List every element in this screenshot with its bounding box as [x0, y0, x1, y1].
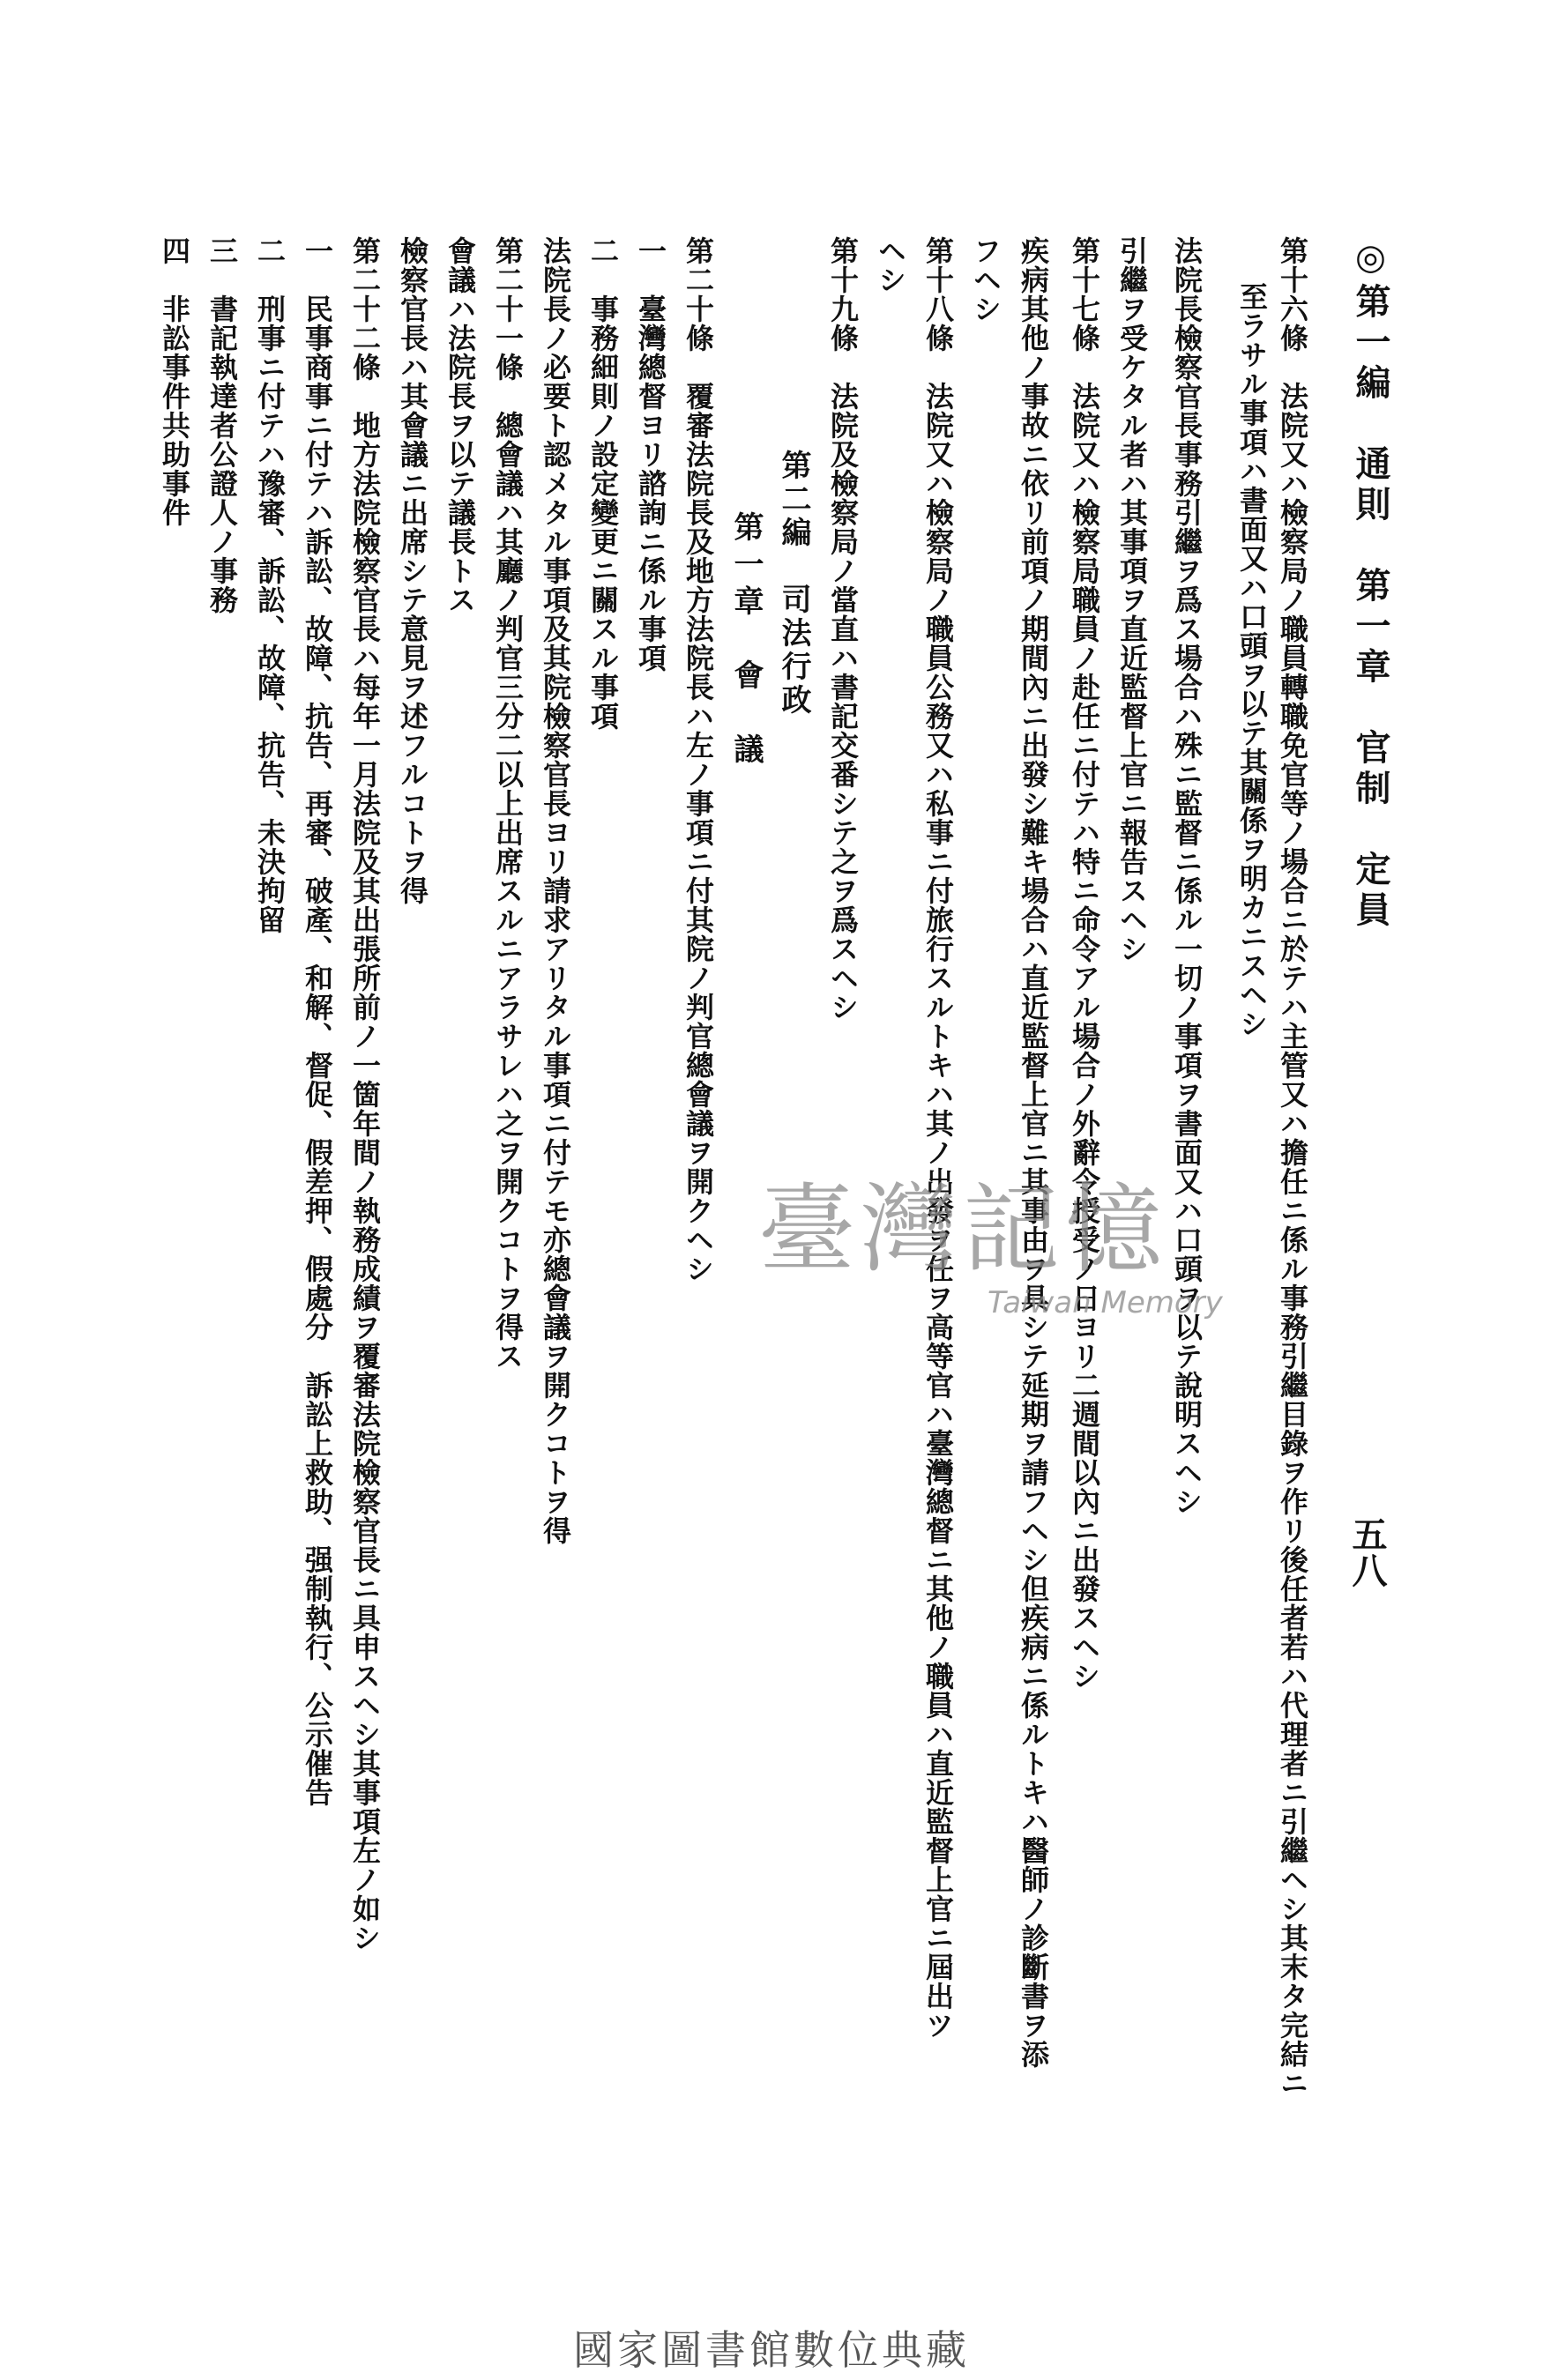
text-column: 第二十一條 總會議ハ其廳ノ判官三分二以上出席スルニアラサレハ之ヲ開クコトヲ得ス	[491, 236, 525, 1371]
text-column: 三 書記執達者公證人ノ事務	[205, 236, 239, 614]
text-column: 檢察官長ハ其會議ニ出席シテ意見ヲ述フルコトヲ得	[396, 236, 429, 905]
text-column: 法院長ノ必要ト認メタル事項及其院檢察官長ヨリ請求アリタル事項ニ付テモ亦總會議ヲ開クコトヲ得	[539, 236, 572, 1545]
text-column: 第十六條 法院又ハ檢察局ノ職員轉職免官等ノ場合ニ於テハ主管又ハ擔任ニ係ル事務引繼目錄ヲ作リ後任者若ハ代理者ニ引繼ヘシ其末タ完結ニ	[1276, 236, 1309, 2098]
text-column: 法院長檢察官長事務引繼ヲ爲ス場合ハ殊ニ監督ニ係ル一切ノ事項ヲ書面又ハ口頭ヲ以テ說明スヘシ	[1170, 236, 1204, 1516]
text-column: 二 事務細則ノ設定變更ニ關スル事項	[586, 236, 620, 731]
text-column: 一 臺灣總督ヨリ諮詢ニ係ル事項	[634, 236, 667, 673]
text-column: フヘシ	[969, 236, 1003, 324]
watermark-main-text: 臺灣記憶	[758, 1173, 1167, 1286]
section-heading: 第二編 司法行政	[776, 450, 811, 718]
text-column: ヘシ	[874, 236, 907, 294]
text-column: 一 民事商事ニ付テハ訴訟、故障、抗告、再審、破產、和解、督促、假差押、假處分 訴訟上救助、强制執行、公示催告	[301, 236, 334, 1807]
text-column: 第十八條 法院又ハ檢察局ノ職員公務又ハ私事ニ付旅行スルトキハ其ノ出發ヲ任ヲ高等官ハ臺灣總督ニ其他ノ職員ハ直近監督上官ニ屆出ツ	[921, 236, 955, 2040]
text-column: 疾病其他ノ事故ニ依リ前項ノ期間內ニ出發シ難キ場合ハ直近監督上官ニ其事由ヲ具シテ延期ヲ請フヘシ但疾病ニ係ルトキハ醫師ノ診斷書ヲ添	[1017, 236, 1050, 2069]
text-column: 第十九條 法院及檢察局ノ當直ハ書記交番シテ之ヲ爲スヘシ	[826, 236, 860, 1022]
running-header: ◎第一編 通則 第一章 官制 定員	[1350, 236, 1391, 932]
text-column: 會議ハ法院長ヲ以テ議長トス	[444, 236, 477, 614]
watermark-sub-text: Taiwan Memory	[988, 1285, 1223, 1320]
footer-credit: 國家圖書館數位典藏	[573, 2326, 970, 2374]
page-number: 五八	[1346, 1516, 1388, 1588]
text-column: 引繼ヲ受ケタル者ハ其事項ヲ直近監督上官ニ報告スヘシ	[1115, 236, 1149, 963]
text-column: 至ラサル事項ハ書面又ハ口頭ヲ以テ其關係ヲ明カニスヘシ	[1235, 282, 1269, 1038]
text-column: 第二十二條 地方法院檢察官長ハ每年一月法院及其出張所前ノ一箇年間ノ執務成績ヲ覆審法院檢察官長ニ具申スヘシ其事項左ノ如シ	[348, 236, 382, 1952]
text-column: 四 非訟事件共助事件	[158, 236, 191, 527]
text-column: 第十七條 法院又ハ檢察局職員ノ赴任ニ付テハ特ニ命令アル場合ノ外辭令授受ノ日ヨリ二週間以內ニ出發スヘシ	[1068, 236, 1101, 1691]
text-column: 第二十條 覆審法院長及地方法院長ハ左ノ事項ニ付其院ノ判官總會議ヲ開クヘシ	[682, 236, 715, 1283]
chapter-heading: 第一章 會 議	[728, 511, 764, 770]
text-column: 二 刑事ニ付テハ豫審、訴訟、故障、抗告、未決拘留	[253, 236, 287, 934]
